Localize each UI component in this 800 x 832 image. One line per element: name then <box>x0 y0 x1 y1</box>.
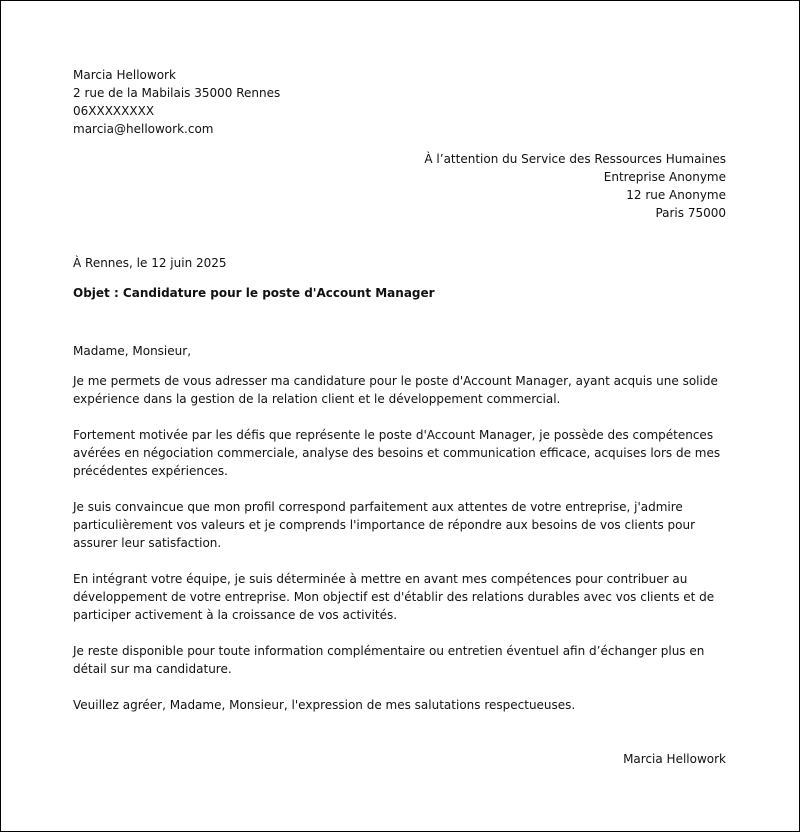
recipient-city: Paris 75000 <box>655 206 726 220</box>
recipient-street: 12 rue Anonyme <box>626 188 726 202</box>
greeting: Madame, Monsieur, <box>73 344 192 358</box>
recipient-company: Entreprise Anonyme <box>603 170 726 184</box>
body-paragraph-5: Je reste disponible pour toute information complémentaire ou entretien éventuel afin d’échanger plus en détail sur ma candidature. <box>73 644 705 676</box>
sender-phone: 06XXXXXXXX <box>73 104 155 118</box>
sender-address: 2 rue de la Mabilais 35000 Rennes <box>73 86 281 100</box>
recipient-attention: À l’attention du Service des Ressources Humaines <box>424 152 726 166</box>
body-paragraph-2: Fortement motivée par les défis que représente le poste d'Account Manager, je possède des compétences avérées en négociation commerciale, analyse des besoins et communication efficace, acquises lors de mes précédentes expériences. <box>73 428 721 478</box>
body-paragraph-4: En intégrant votre équipe, je suis déterminée à mettre en avant mes compétences pour contribuer au développement de votre entreprise. Mon objectif est d'établir des relations durables avec vos clients et de participer activement à la croissance de vos activités. <box>73 572 715 622</box>
closing-formula: Veuillez agréer, Madame, Monsieur, l'expression de mes salutations respectueuses. <box>73 698 576 712</box>
recipient-block <box>424 150 726 222</box>
signature: Marcia Hellowork <box>623 752 726 766</box>
sender-name: Marcia Hellowork <box>73 68 176 82</box>
date-line: À Rennes, le 12 juin 2025 <box>73 256 227 270</box>
sender-block <box>73 66 280 138</box>
sender-email: marcia@hellowork.com <box>73 122 214 136</box>
body-paragraph-1: Je me permets de vous adresser ma candidature pour le poste d'Account Manager, ayant acquis une solide expérience dans la gestion de la relation client et le développement commercial. <box>73 374 718 406</box>
subject-line: Objet : Candidature pour le poste d'Account Manager <box>73 286 435 300</box>
body-paragraph-3: Je suis convaincue que mon profil correspond parfaitement aux attentes de votre entreprise, j'admire particulièrement vos valeurs et je comprends l'importance de répondre aux besoins de vos clients pour assurer leur satisfaction. <box>73 500 696 550</box>
